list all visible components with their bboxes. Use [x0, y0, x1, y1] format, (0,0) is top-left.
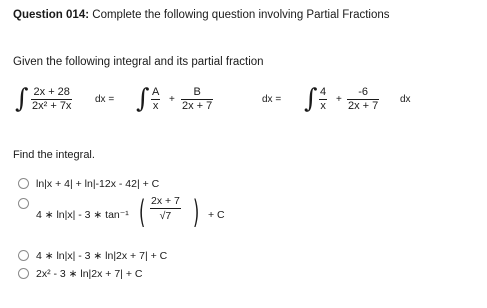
fraction-4x [319, 86, 327, 113]
lhs-numerator: 2x + 28 [33, 86, 70, 98]
option-4-text: 2x² - 3 ∗ ln|2x + 7| + C [36, 268, 143, 280]
question-header [13, 9, 390, 21]
fraction-a [151, 86, 160, 113]
option-2-numerator: 2x + 7 [151, 195, 180, 207]
dx-equals-2: dx = [262, 94, 282, 105]
option-3-text: 4 ∗ ln|x| - 3 ∗ ln|2x + 7| + C [36, 250, 168, 262]
numerator-a: A [152, 86, 160, 98]
fraction-neg6 [347, 86, 379, 113]
denominator-2x7: 2x + 7 [182, 100, 213, 112]
lhs-fraction [31, 86, 72, 113]
radio-button-3[interactable] [18, 250, 29, 261]
left-paren: ( [139, 193, 146, 231]
option-2-tail: + C [208, 209, 225, 221]
option-2-text: 4 ∗ ln|x| - 3 ∗ tan⁻¹ [36, 209, 129, 221]
option-2-denominator: √7 [150, 208, 181, 223]
option-1-text: ln|x + 4| + ln|-12x - 42| + C [36, 178, 160, 190]
denominator-x: x [152, 100, 159, 112]
fraction-b [181, 86, 213, 113]
integral-sign: ∫ [136, 84, 150, 114]
radio-button-2[interactable] [18, 198, 29, 209]
lhs-denominator: 2x² + 7x [32, 100, 72, 112]
numerator-b: B [193, 86, 201, 98]
numerator-neg6: -6 [358, 86, 369, 98]
dx-equals-1: dx = [95, 94, 115, 105]
question-number: Question 014: [13, 9, 90, 21]
integral-sign: ∫ [304, 84, 318, 114]
plus-sign: + [169, 94, 175, 105]
numerator-4: 4 [320, 86, 327, 98]
question-text: Complete the following question involving Partial Fractions [92, 9, 390, 21]
radio-button-1[interactable] [18, 178, 29, 189]
right-paren: ) [193, 193, 200, 231]
denominator-2x7: 2x + 7 [348, 100, 379, 112]
plus-sign: + [336, 94, 342, 105]
denominator-x: x [320, 100, 326, 112]
option-2-fraction [150, 195, 181, 223]
radio-button-4[interactable] [18, 268, 29, 279]
integral-sign: ∫ [15, 84, 29, 114]
dx-label: dx [400, 94, 411, 105]
given-text: Given the following integral and its partial fraction [13, 56, 264, 68]
find-instruction: Find the integral. [13, 149, 95, 161]
